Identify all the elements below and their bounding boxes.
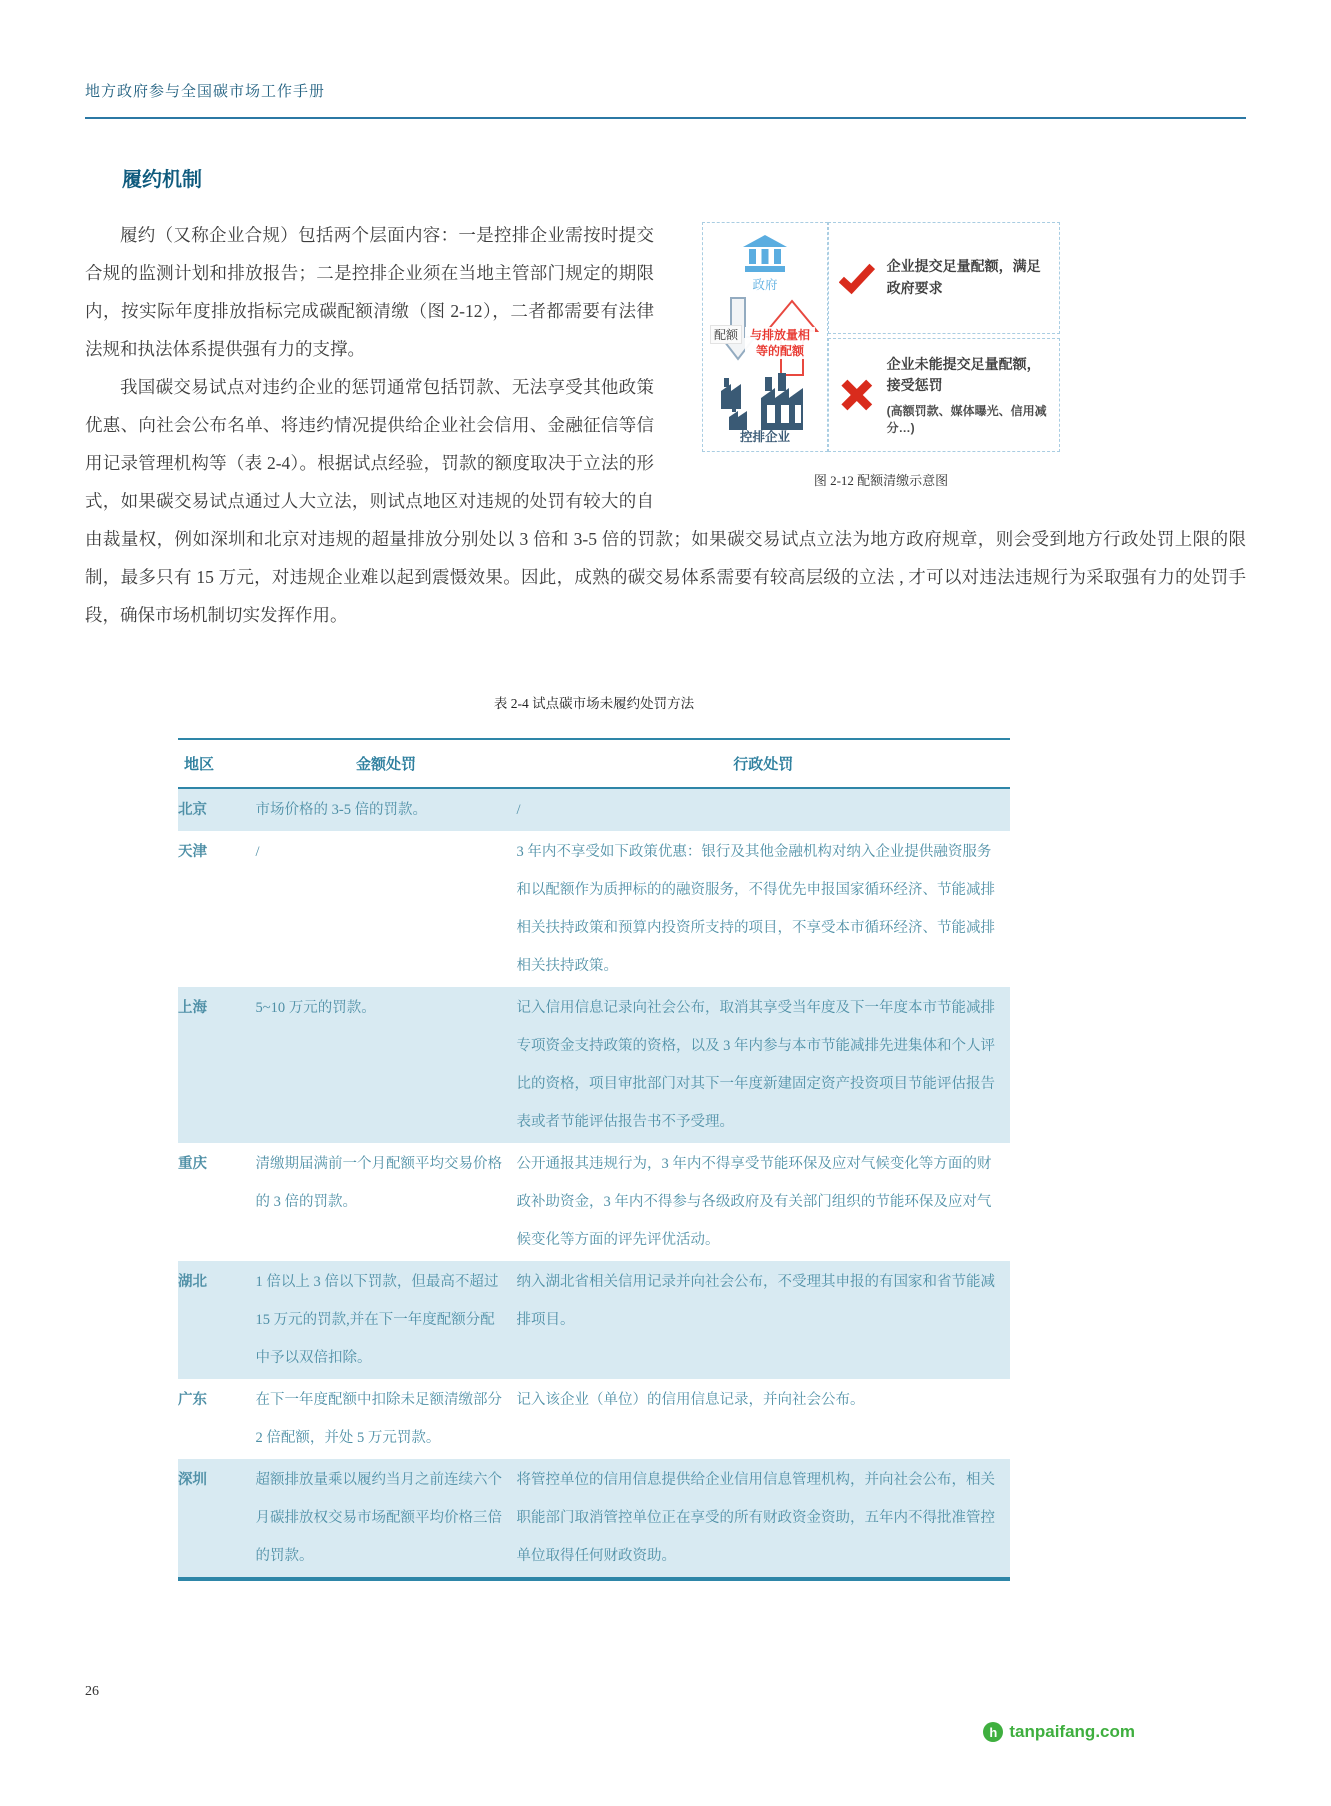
money-penalty-cell: 5~10 万元的罚款。 [255,1000,376,1016]
table-title: 表 2-4 试点碳市场未履约处罚方法 [493,696,695,711]
noncompliant-subtext: (高额罚款、媒体曝光、信用减分…) [886,403,1047,435]
table-row [178,788,1010,831]
paragraph-2: 我国碳交易试点对违约企业的惩罚通常包括罚款、无法享受其他政策优惠、向社会公布名单、将违约情况提供给企业社会信用、金融征信等信用记录管理机构等（表 2-4）。根据试点经验，罚款的额度取决于立法的形式，如果碳交易试点通过人大立法，则试点地区对违规的处罚有较大的自由裁量权，例如深圳和北京对违规的超量排放分别处以 3 倍和 3-5 倍的罚款；如果碳交易试点立法为地方政府规章，则会受到地方行政处罚上限的限制，最多只有 15 万元，对违规企业难以起到震慑效果。因此，成熟的碳交易体系需要有较高层级的立法 , 才可以对违法违规行为采取强有力的处罚手段，确保市场机制切实发挥作用。 [85,377,1246,625]
admin-penalty-cell: 3 年内不享受如下政策优惠：银行及其他金融机构对纳入企业提供融资服务和以配额作为质押标的的融资服务，不得优先申报国家循环经济、节能减排相关扶持政策和预算内投资所支持的项目，不享受本市循环经济、节能减排相关扶持政策。 [516,844,995,974]
admin-penalty-cell: / [516,802,521,818]
penalty-table [178,738,1010,1581]
table-row [178,1379,1010,1459]
cross-icon [839,372,875,418]
figure-caption: 图 2-12 配额清缴示意图 [813,473,949,488]
admin-penalty-cell: 记入信用信息记录向社会公布，取消其享受当年度及下一年度本市节能减排专项资金支持政策的资格，以及 3 年内参与本市节能减排先进集体和个人评比的资格，项目审批部门对其下一年度新建固定资产投资项目节能评估报告表或者节能评估报告书不予受理。 [516,1000,995,1130]
table-header-row [178,739,1010,788]
government-label: 政府 [752,278,778,292]
table-row [178,831,1010,987]
table-row [178,1143,1010,1261]
figure-compliant-panel [828,222,1060,334]
equal-allowance-label: 与排放量相等的配额 [745,327,815,359]
region-cell: 北京 [178,802,207,818]
region-cell: 广东 [178,1392,207,1408]
figure-left-panel [702,222,828,452]
section-heading: 履约机制 [122,169,202,191]
allowance-surrender-diagram [702,222,1060,452]
document-title: 地方政府参与全国碳市场工作手册 [85,84,326,100]
region-cell: 重庆 [178,1156,207,1172]
tanpaifang-logo-icon: h [983,1722,1003,1742]
tanpaifang-logo [983,1722,1135,1742]
page-content [85,163,1246,1581]
allowance-label: 配额 [710,325,742,344]
admin-penalty-cell: 公开通报其违规行为，3 年内不得享受节能环保及应对气候变化等方面的财政补助资金，3 年内不得参与各级政府及有关部门组织的节能环保及应对气候变化等方面的评先评优活动。 [516,1156,992,1248]
compliant-text: 企业提交足量配额，满足政府要求 [886,258,1041,296]
page-number: 26 [85,1684,99,1699]
paragraph-1: 履约（又称企业合规）包括两个层面内容：一是控排企业需按时提交合规的监测计划和排放报告；二是控排企业须在当地主管部门规定的期限内，按实际年度排放指标完成碳配额清缴（图 2-12），二者都需要有法律法规和执法体系提供强有力的支撑。 [85,225,654,359]
figure-noncompliant-panel [828,338,1060,452]
admin-penalty-cell: 将管控单位的信用信息提供给企业信用信息管理机构，并向社会公布，相关职能部门取消管控单位正在享受的所有财政资金资助，五年内不得批准管控单位取得任何财政资助。 [516,1472,995,1564]
table-row [178,1261,1010,1379]
header-administrative-penalty: 行政处罚 [517,739,1011,788]
check-icon [839,259,875,297]
admin-penalty-cell: 纳入湖北省相关信用记录并向社会公布，不受理其申报的有国家和省节能减排项目。 [516,1274,995,1328]
figure-2-12 [702,222,1060,489]
header-monetary-penalty: 金额处罚 [255,739,516,788]
region-cell: 湖北 [178,1274,207,1290]
money-penalty-cell: 超额排放量乘以履约当月之前连续六个月碳排放权交易市场配额平均价格三倍的罚款。 [255,1472,502,1564]
money-penalty-cell: 在下一年度配额中扣除未足额清缴部分 2 倍配额，并处 5 万元罚款。 [255,1392,502,1446]
government-building-icon [742,235,788,273]
money-penalty-cell: / [255,844,260,860]
tanpaifang-logo-text: tanpaifang.com [1009,1722,1135,1741]
money-penalty-cell: 1 倍以上 3 倍以下罚款，但最高不超过 15 万元的罚款,并在下一年度配额分配中予以双倍扣除。 [255,1274,499,1366]
money-penalty-cell: 市场价格的 3-5 倍的罚款。 [255,802,428,818]
table-row [178,1459,1010,1579]
region-cell: 上海 [178,1000,207,1016]
noncompliant-text: 企业未能提交足量配额，接受惩罚 [886,355,1041,394]
factories-icon [713,371,817,431]
regulated-enterprises-label: 控排企业 [739,430,790,444]
header-region: 地区 [178,739,255,788]
money-penalty-cell: 清缴期届满前一个月配额平均交易价格的 3 倍的罚款。 [255,1156,502,1210]
table-row [178,987,1010,1143]
region-cell: 天津 [178,844,207,860]
penalty-table-section [85,634,1246,1581]
region-cell: 深圳 [178,1472,207,1488]
admin-penalty-cell: 记入该企业（单位）的信用信息记录，并向社会公布。 [516,1392,865,1408]
noncompliant-text-block [887,354,1049,437]
page-header [85,80,1246,119]
